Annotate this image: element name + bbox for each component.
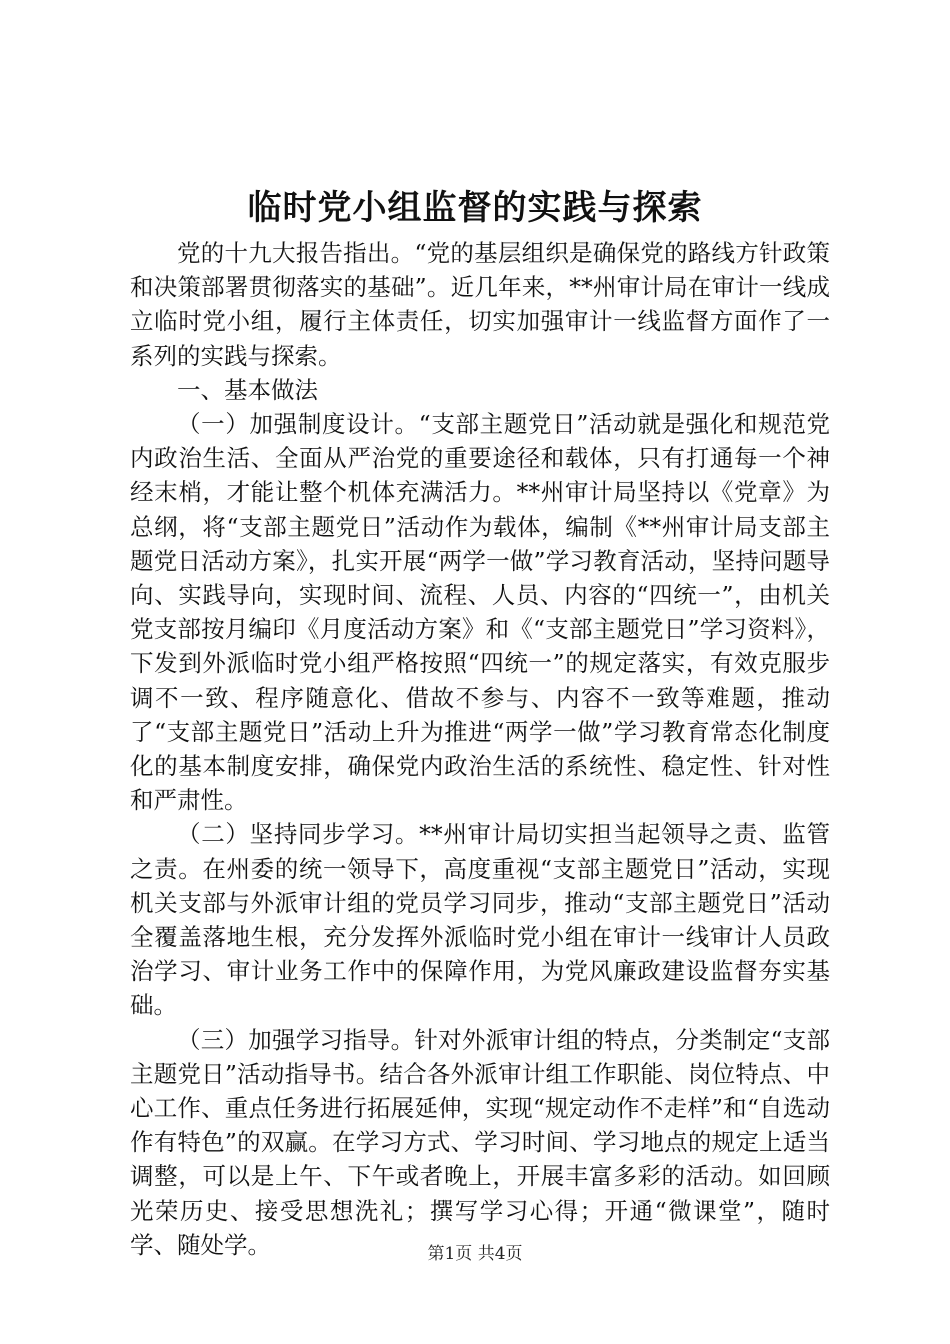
page-number-footer: 第1页 共4页 — [427, 1244, 523, 1264]
paragraph-institution-design: （一）加强制度设计。“支部主题党日”活动就是强化和规范党内政治生活、全面从严治党的重要途径和载体，只有打通每一个神经末梢，才能让整个机体充满活力。**州审计局坚持以《党章》为总纲，将“支部主题党日”活动作为载体，编制《**州审计局支部主题党日活动方案》，扎实开展“两学一做”学习教育活动，坚持问题导向、实践导向，实现时间、流程、人员、内容的“四统一”，由机关党支部按月编印《月度活动方案》和《“支部主题党日”学习资料》，下发到外派临时党小组严格按照“四统一”的规定落实，有效克服步调不一致、程序随意化、借故不参与、内容不一致等难题，推动了“支部主题党日”活动上升为推进“两学一做”学习教育常态化制度化的基本制度安排，确保党内政治生活的系统性、稳定性、针对性和严肃性。 — [130, 410, 830, 815]
section-heading-basic-practices: 一、基本做法 — [177, 375, 318, 404]
document-title: 临时党小组监督的实践与探索 — [247, 188, 703, 228]
paragraph-intro: 党的十九大报告指出。“党的基层组织是确保党的路线方针政策和决策部署贯彻落实的基础”。近几年来，**州审计局在审计一线成立临时党小组，履行主体责任，切实加强审计一线监督方面作了一系列的实践与探索。 — [130, 239, 830, 370]
paragraph-synchronized-study: （二）坚持同步学习。**州审计局切实担当起领导之责、监管之责。在州委的统一领导下，高度重视“支部主题党日”活动，实现机关支部与外派审计组的党员学习同步，推动“支部主题党日”活动全覆盖落地生根，充分发挥外派临时党小组在审计一线审计人员政治学习、审计业务工作中的保障作用，为党风廉政建设监督夯实基础。 — [130, 820, 830, 1020]
paragraph-study-guidance: （三）加强学习指导。针对外派审计组的特点，分类制定“支部主题党日”活动指导书。结合各外派审计组工作职能、岗位特点、中心工作、重点任务进行拓展延伸，实现“规定动作不走样”和“自选动作有特色”的双赢。在学习方式、学习时间、学习地点的规定上适当调整，可以是上午、下午或者晚上，开展丰富多彩的活动。如回顾光荣历史、接受思想洗礼；撰写学习心得；开通“微课堂”，随时学、随处学。 — [130, 1025, 830, 1259]
document-body — [130, 236, 830, 1262]
